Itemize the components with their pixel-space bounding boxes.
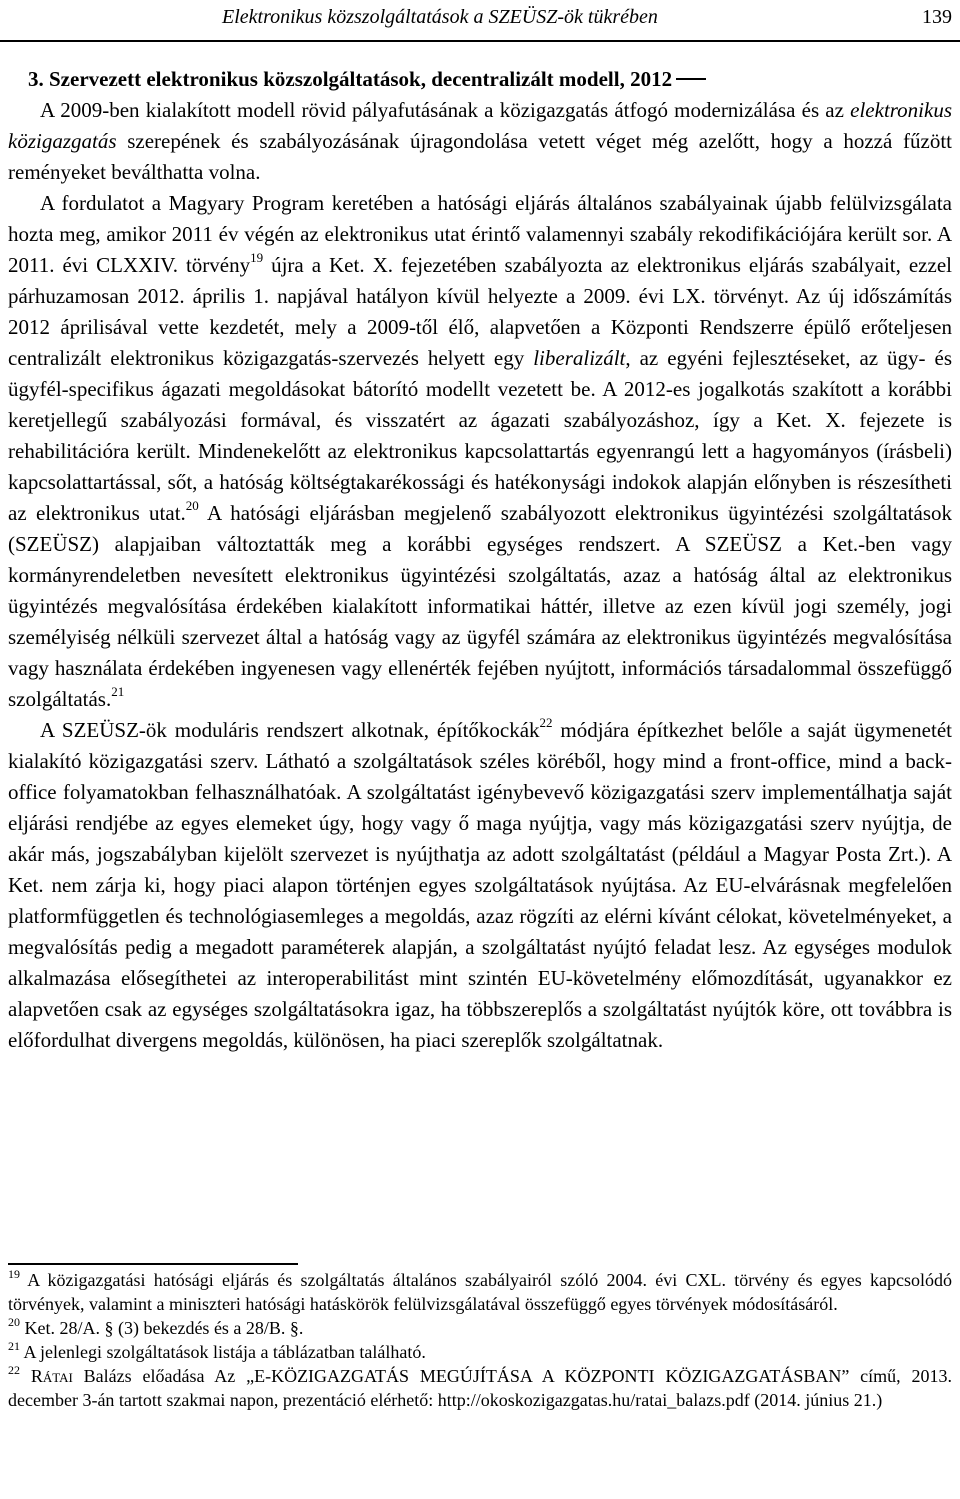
- running-header: [222, 2, 960, 32]
- paragraph-3-part-b: módjára építkezhet belőle a saját ügymenetét kialakító közigazgatási szerv. Látható a szolgáltatások széles köréből, hogy mind a front-office, mind a back-office folyamatokban felhasználhatóak. A szolgáltatást igénybevevő közigazgatási szerv implementálhatja saját eljárási rendjébe az egyes elemeket úgy, hogy vagy ő maga nyújtja, vagy más közigazgatási szerv nyújtja, de akár más, jogszabályban kijelölt szervezet is nyújthatja az adott szolgáltatást (például a Magyar Posta Zrt.). A Ket. nem zárja ki, hogy piaci alapon történjen egyes szolgáltatások nyújtása. Az EU-elvárásnak megfelelően platformfüggetlen és technológiasemleges a megoldás, azaz rögzíti az elérni kívánt célokat, követelményeket, a megvalósítás pedig a megadott paraméterek alapján, a szolgáltatást nyújtó feladat lesz. Az egységes modulok alkalmazása elősegíthetei az interoperabilitást mint szintén EU-követelmény előmozdítását, ugyanakkor ez alapvetően csak az egységes szolgáltatásokra igaz, ha többszereplős a szolgáltatást nyújtók köre, ott továbbra is előfordulhat divergens megoldás, különösen, ha piaci szereplők szolgáltatnak.: [8, 718, 952, 1052]
- footnote-20: [8, 1316, 952, 1340]
- paragraph-2: [8, 188, 952, 715]
- footnote-number: 20: [8, 1315, 20, 1329]
- paragraph-2-part-d: A hatósági eljárásban megjelenő szabályozott elektronikus ügyintézési szolgáltatások (SZEÜSZ) alapjaiban változtatták meg a korábbi egységes rendszert. A SZEÜSZ a Ket.-ben vagy kormányrendeletben nevesített elektronikus ügyintézési szolgáltatás, azaz a hatóság által az elektronikus ügyintézés megvalósítása érdekében kialakított informatikai háttér, illetve az ezen kívül jogi személy, jogi személyiség nélküli szervezet által a hatóság vagy az ügyfél számára az elektronikus ügyintézés megvalósítása vagy használata érdekében ingyenesen vagy ellenérték fejében nyújtott, információs társadalommal összefüggő szolgáltatás.: [8, 501, 952, 711]
- footnote-number: 19: [8, 1267, 20, 1281]
- paragraph-2-part-c: , az egyéni fejlesztéseket, az ügy- és ügyfél-specifikus ágazati megoldásokat bátorító modellt vezetett be. A 2012-es jogalkotás szakított a korábbi keretjellegű szabályozási formával, és visszatért az ágazati szabályozáshoz, így a Ket. X. fejezete is rehabilitációra került. Mindenekelőtt az elektronikus kapcsolattartás egyenrangú lett a hagyományos (írásbeli) kapcsolattartással, sőt, a hatóság költségtakarékossági és hatékonysági indokok alapján előnyben is részesítheti az elektronikus utat.: [8, 346, 952, 525]
- paragraph-1-part-b: szerepének és szabályozásának újragondolása vetett véget még azelőtt, hogy a hozzá fűzött reményeket beválthatta volna.: [8, 129, 952, 184]
- heading-dash: [676, 78, 706, 80]
- paragraph-1: [8, 95, 952, 188]
- footnote-text: Ket. 28/A. § (3) bekezdés és a 28/B. §.: [20, 1318, 304, 1338]
- footnote-author: Rátai: [30, 1366, 73, 1386]
- paragraph-3: [8, 715, 952, 1056]
- footnote-text: Balázs előadása Az „E-KÖZIGAZGATÁS MEGÚJÍTÁSA A KÖZPONTI KÖZIGAZGATÁSBAN” című, 2013. december 3-án tartott szakmai napon, prezentáció elérhető: http://okoskozigazgatas.hu/ratai_balazs.pdf (2014. június 21.): [8, 1366, 952, 1410]
- header-rule: [0, 40, 960, 42]
- footnote-21: [8, 1340, 952, 1364]
- paragraph-2-part-a: A fordulatot a Magyary Program keretében a hatósági eljárás általános szabályainak újabb felülvizsgálata hozta meg, amikor 2011 év végén az elektronikus utat érintő valamennyi szabály rekodifikációjára került sor. A 2011. évi CLXXIV. törvény: [8, 191, 952, 277]
- page-number: 139: [922, 6, 952, 28]
- footnote-text: A közigazgatási hatósági eljárás és szolgáltatás általános szabályairól szóló 2004. évi CXL. törvény és egyes kapcsolódó törvények, valamint a miniszteri hatósági hatáskörök felülvizsgálatával összefüggő egyes törvények módosításáról.: [8, 1270, 952, 1314]
- footnote-ref-22[interactable]: 22: [539, 715, 553, 730]
- paragraph-2-part-b: újra a Ket. X. fejezetében szabályozta az elektronikus eljárás szabályait, ezzel párhuzamosan 2012. április 1. napjával hatályon kívül helyezte a 2009. évi LX. törvényt. Az új időszámítás 2012 áprilisával vette kezdetét, mely a 2009-től élő, alapvetően a Központi Rendszerre épülő erőteljesen centralizált elektronikus közigazgatás-szervezés helyett egy: [8, 253, 952, 370]
- footnotes: [8, 1268, 952, 1412]
- footnote-number: 22: [8, 1363, 20, 1377]
- footnote-19: [8, 1268, 952, 1316]
- footnote-22: [8, 1364, 952, 1412]
- section-heading-text: 3. Szervezett elektronikus közszolgáltatások, decentralizált modell, 2012: [28, 67, 673, 91]
- footnote-text: A jelenlegi szolgáltatások listája a táblázatban található.: [20, 1342, 426, 1362]
- footnote-ref-19[interactable]: 19: [250, 250, 264, 265]
- footnote-ref-20[interactable]: 20: [185, 498, 199, 513]
- footnote-ref-21[interactable]: 21: [111, 684, 125, 699]
- footnote-number: 21: [8, 1339, 20, 1353]
- body-text: [8, 64, 952, 1056]
- paragraph-3-part-a: A SZEÜSZ-ök moduláris rendszert alkotnak, építőkockák: [40, 718, 540, 742]
- paragraph-1-part-a: A 2009-ben kialakított modell rövid pályafutásának a közigazgatás átfogó modernizálása és az: [40, 98, 851, 122]
- paragraph-2-italic: liberalizált: [533, 346, 626, 370]
- paragraph-1-italic: elektronikus közigazgatás: [8, 98, 952, 153]
- footnote-separator: [8, 1263, 298, 1265]
- running-header-title: Elektronikus közszolgáltatások a SZEÜSZ-ök tükrében: [222, 6, 658, 28]
- section-heading: [8, 64, 952, 95]
